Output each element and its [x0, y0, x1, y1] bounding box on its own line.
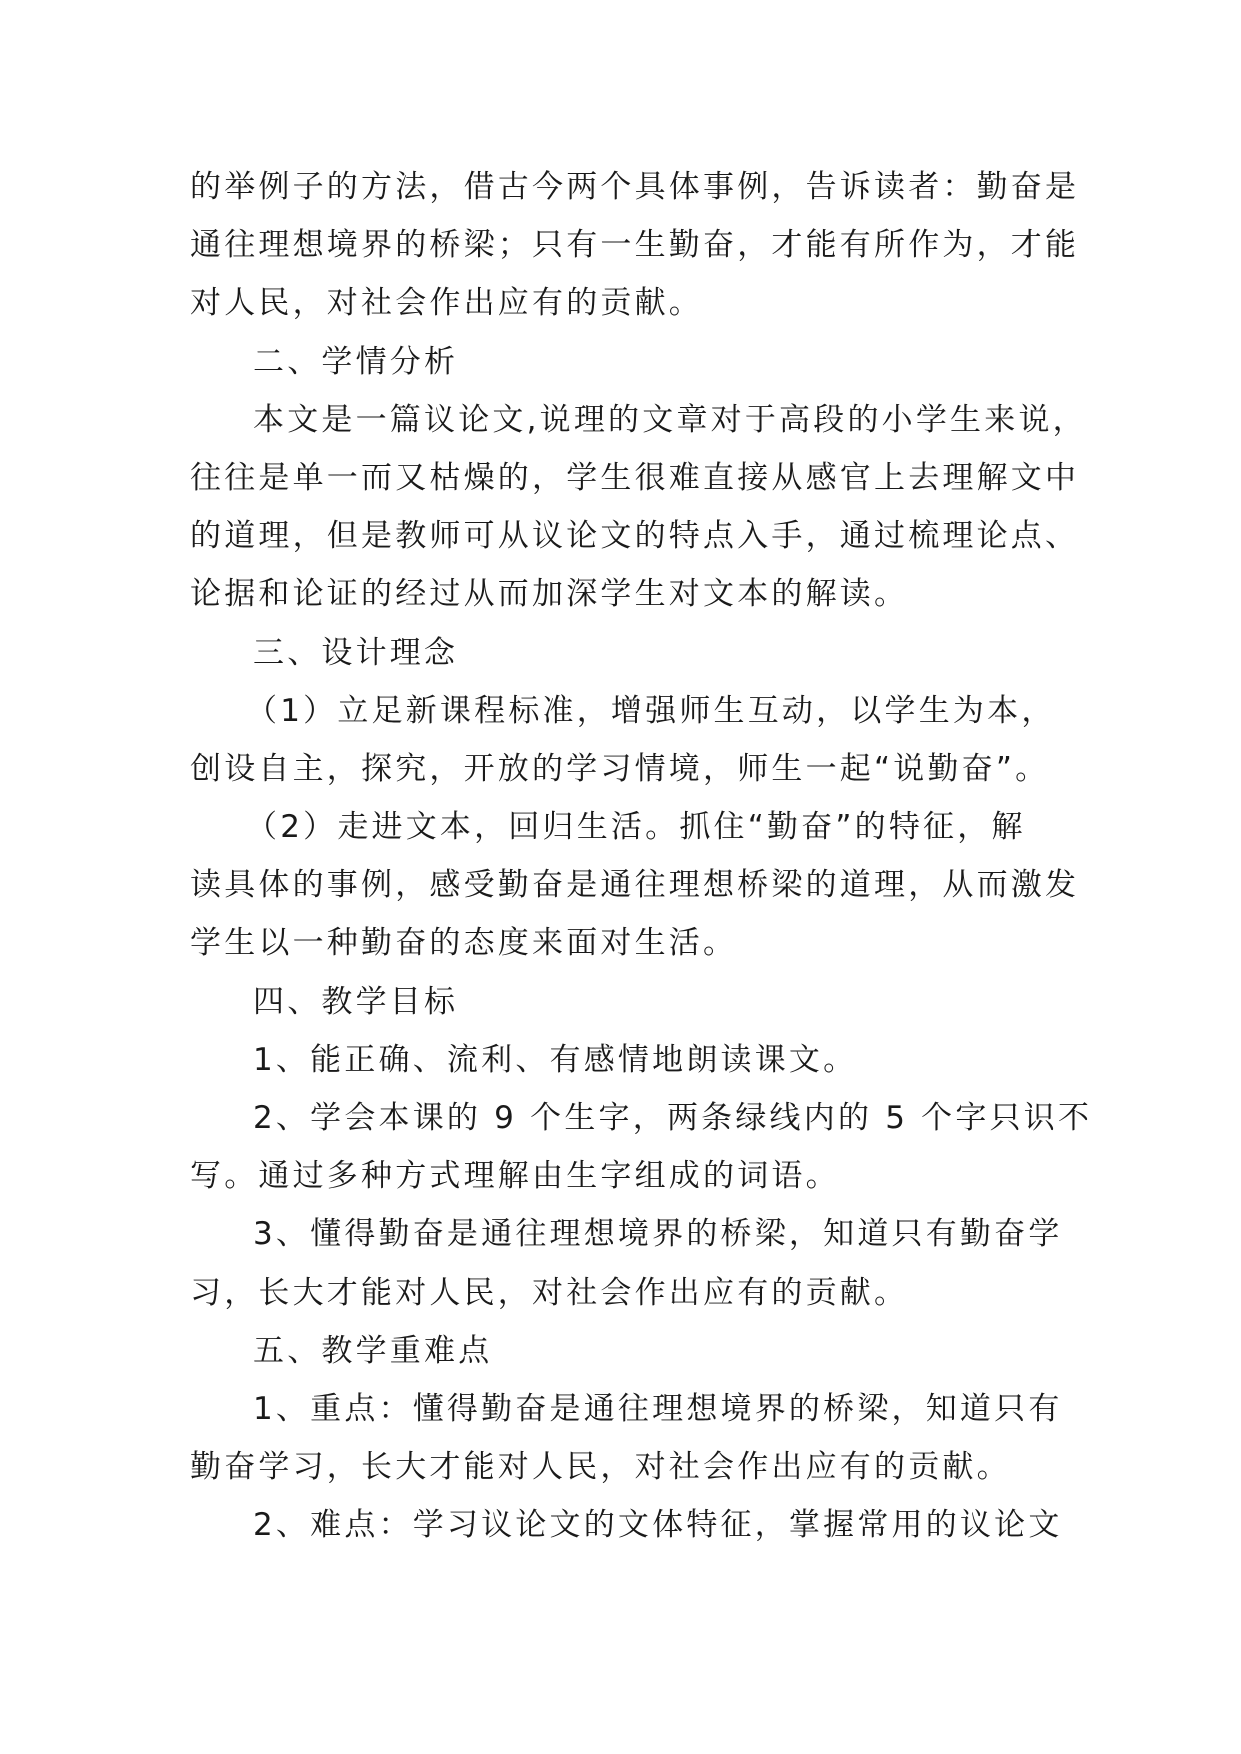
list-item-first-line: 1、能正确、流利、有感情地朗读课文。	[253, 1041, 858, 1078]
list-item-first-line: （1）立足新课程标准，增强师生互动，以学生为本，	[246, 692, 1056, 729]
paragraph-first-line: 本文是一篇议论文,说理的文章对于高段的小学生来说，	[253, 401, 1087, 438]
text-line: 学生以一种勤奋的态度来面对生活。	[190, 925, 738, 962]
text-line: 的道理，但是教师可从议论文的特点入手，通过梳理论点、	[190, 518, 1080, 555]
text-line: 写。通过多种方式理解由生字组成的词语。	[190, 1158, 840, 1195]
list-item-first-line: 2、学会本课的 9 个生字，两条绿线内的 5 个字只识不	[253, 1100, 1093, 1136]
text-line: 勤奋学习，长大才能对人民，对社会作出应有的贡献。	[190, 1449, 1011, 1486]
text-line: 习，长大才能对人民，对社会作出应有的贡献。	[190, 1274, 909, 1311]
section-heading-design-concept: 三、设计理念	[253, 634, 459, 671]
text-line: 对人民，对社会作出应有的贡献。	[190, 285, 703, 322]
text-line: 读具体的事例，感受勤奋是通往理想桥梁的道理，从而激发	[190, 867, 1080, 904]
section-heading-learning-analysis: 二、学情分析	[253, 343, 459, 380]
list-item-first-line: 3、懂得勤奋是通往理想境界的桥梁，知道只有勤奋学	[253, 1216, 1063, 1253]
text-line: 通往理想境界的桥梁；只有一生勤奋，才能有所作为，才能	[190, 227, 1080, 264]
text-line: 论据和论证的经过从而加深学生对文本的解读。	[190, 576, 909, 613]
list-item-first-line: （2）走进文本，回归生活。抓住“勤奋”的特征，解	[246, 809, 1026, 846]
text-line: 往往是单一而又枯燥的，学生很难直接从感官上去理解文中	[190, 459, 1080, 496]
list-item-first-line: 1、重点：懂得勤奋是通往理想境界的桥梁，知道只有	[253, 1390, 1063, 1427]
document-body	[190, 158, 1093, 1555]
text-line: 的举例子的方法，借古今两个具体事例，告诉读者：勤奋是	[190, 169, 1080, 205]
section-heading-key-points: 五、教学重难点	[253, 1332, 493, 1369]
list-item-first-line: 2、难点：学习议论文的文体特征，掌握常用的议论文	[253, 1507, 1063, 1544]
text-line: 创设自主，探究，开放的学习情境，师生一起“说勤奋”。	[190, 750, 1050, 787]
section-heading-teaching-goals: 四、教学目标	[253, 983, 459, 1020]
